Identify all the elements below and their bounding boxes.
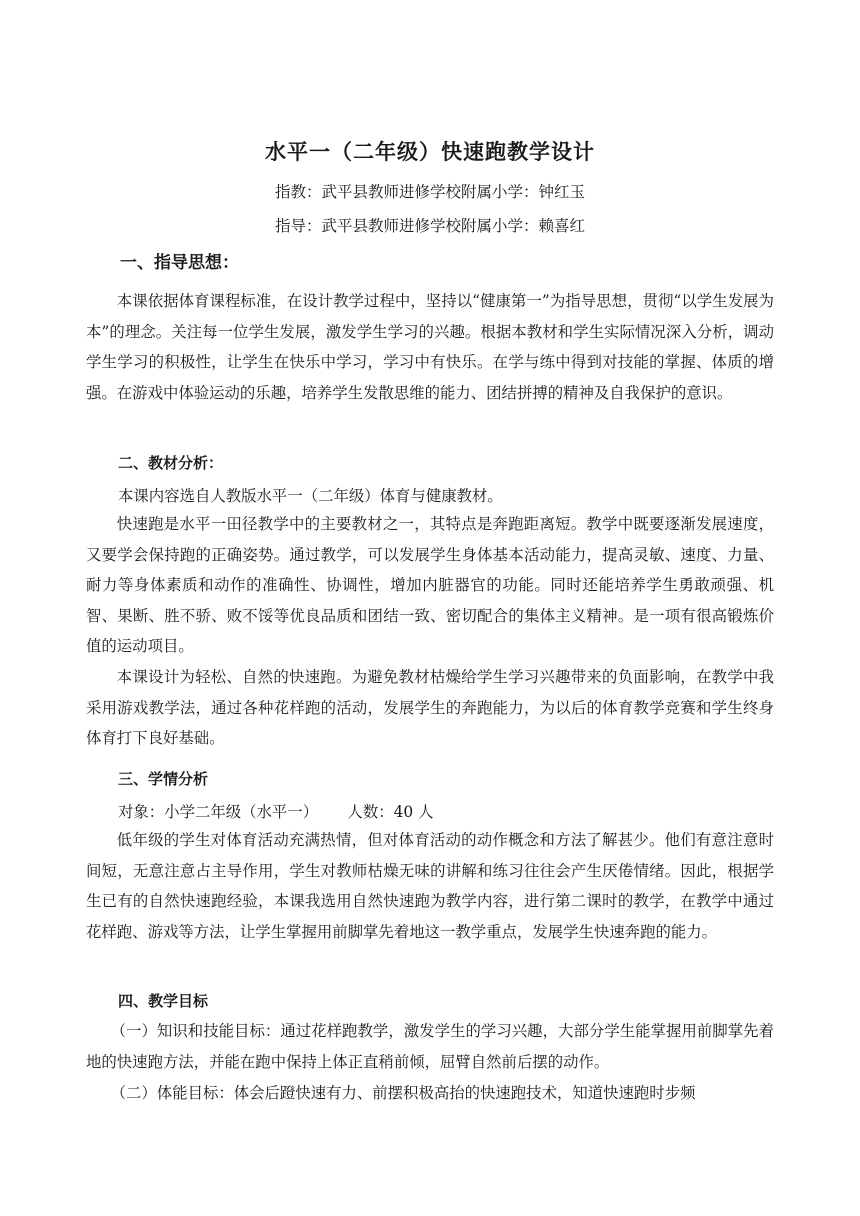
section-heading-teaching-goals: 四、教学目标: [118, 992, 209, 1010]
paragraph-goal-knowledge: （一）知识和技能目标：通过花样跑教学，激发学生的学习兴趣，大部分学生能掌握用前脚掌先着地的快速跑方法，并能在跑中保持上体正直稍前倾，屈臂自然前后摆的动作。: [86, 1022, 774, 1071]
author-line-1: 指教：武平县教师进修学校附属小学：钟红玉: [275, 183, 586, 201]
paragraph-guiding-thought: 本课依据体育课程标准，在设计教学过程中，坚持以“健康第一”为指导思想，贯彻“以学生发展为本”的理念。关注每一位学生发展，激发学生学习的兴趣。根据本教材和学生实际情况深入分析，调动学生学习的积极性，让学生在快乐中学习，学习中有快乐。在学与练中得到对技能的掌握、体质的增强。在游戏中体验运动的乐趣，培养学生发散思维的能力、团结拼搏的精神及自我保护的意识。: [86, 292, 774, 402]
paragraph-goal-fitness: （二）体能目标：体会后蹬快速有力、前摆积极高抬的快速跑技术，知道快速跑时步频: [110, 1084, 696, 1102]
section-heading-student-analysis: 三、学情分析: [118, 770, 209, 788]
document-title: 水平一（二年级）快速跑教学设计: [265, 140, 595, 164]
paragraph-material-analysis-2: 本课设计为轻松、自然的快速跑。为避免教材枯燥给学生学习兴趣带来的负面影响，在教学中我采用游戏教学法，通过各种花样跑的活动，发展学生的奔跑能力，为以后的体育教学竞赛和学生终身体育打下良好基础。: [86, 668, 774, 747]
material-source-line: 本课内容选自人教版水平一（二年级）体育与健康教材。: [118, 487, 503, 505]
section-heading-guiding-thought: 一、指导思想：: [120, 253, 239, 273]
author-line-2: 指导：武平县教师进修学校附属小学：赖喜红: [275, 217, 586, 235]
student-info-line: 对象：小学二年级（水平一） 人数：40 人: [118, 803, 434, 821]
section-heading-material-analysis: 二、教材分析：: [118, 454, 224, 472]
paragraph-material-analysis-1: 快速跑是水平一田径教学中的主要教材之一，其特点是奔跑距离短。教学中既要逐渐发展速度，又要学会保持跑的正确姿势。通过教学，可以发展学生身体基本活动能力，提高灵敏、速度、力量、耐力等身体素质和动作的准确性、协调性，增加内脏器官的功能。同时还能培养学生勇敢顽强、机智、果断、胜不骄、败不馁等优良品质和团结一致、密切配合的集体主义精神。是一项有很高锻炼价值的运动项目。: [86, 515, 774, 655]
paragraph-student-analysis: 低年级的学生对体育活动充满热情，但对体育活动的动作概念和方法了解甚少。他们有意注意时间短，无意注意占主导作用，学生对教师枯燥无味的讲解和练习往往会产生厌倦情绪。因此，根据学生已有的自然快速跑经验，本课我选用自然快速跑为教学内容，进行第二课时的教学，在教学中通过花样跑、游戏等方法，让学生掌握用前脚掌先着地这一教学重点，发展学生快速奔跑的能力。: [86, 831, 774, 941]
